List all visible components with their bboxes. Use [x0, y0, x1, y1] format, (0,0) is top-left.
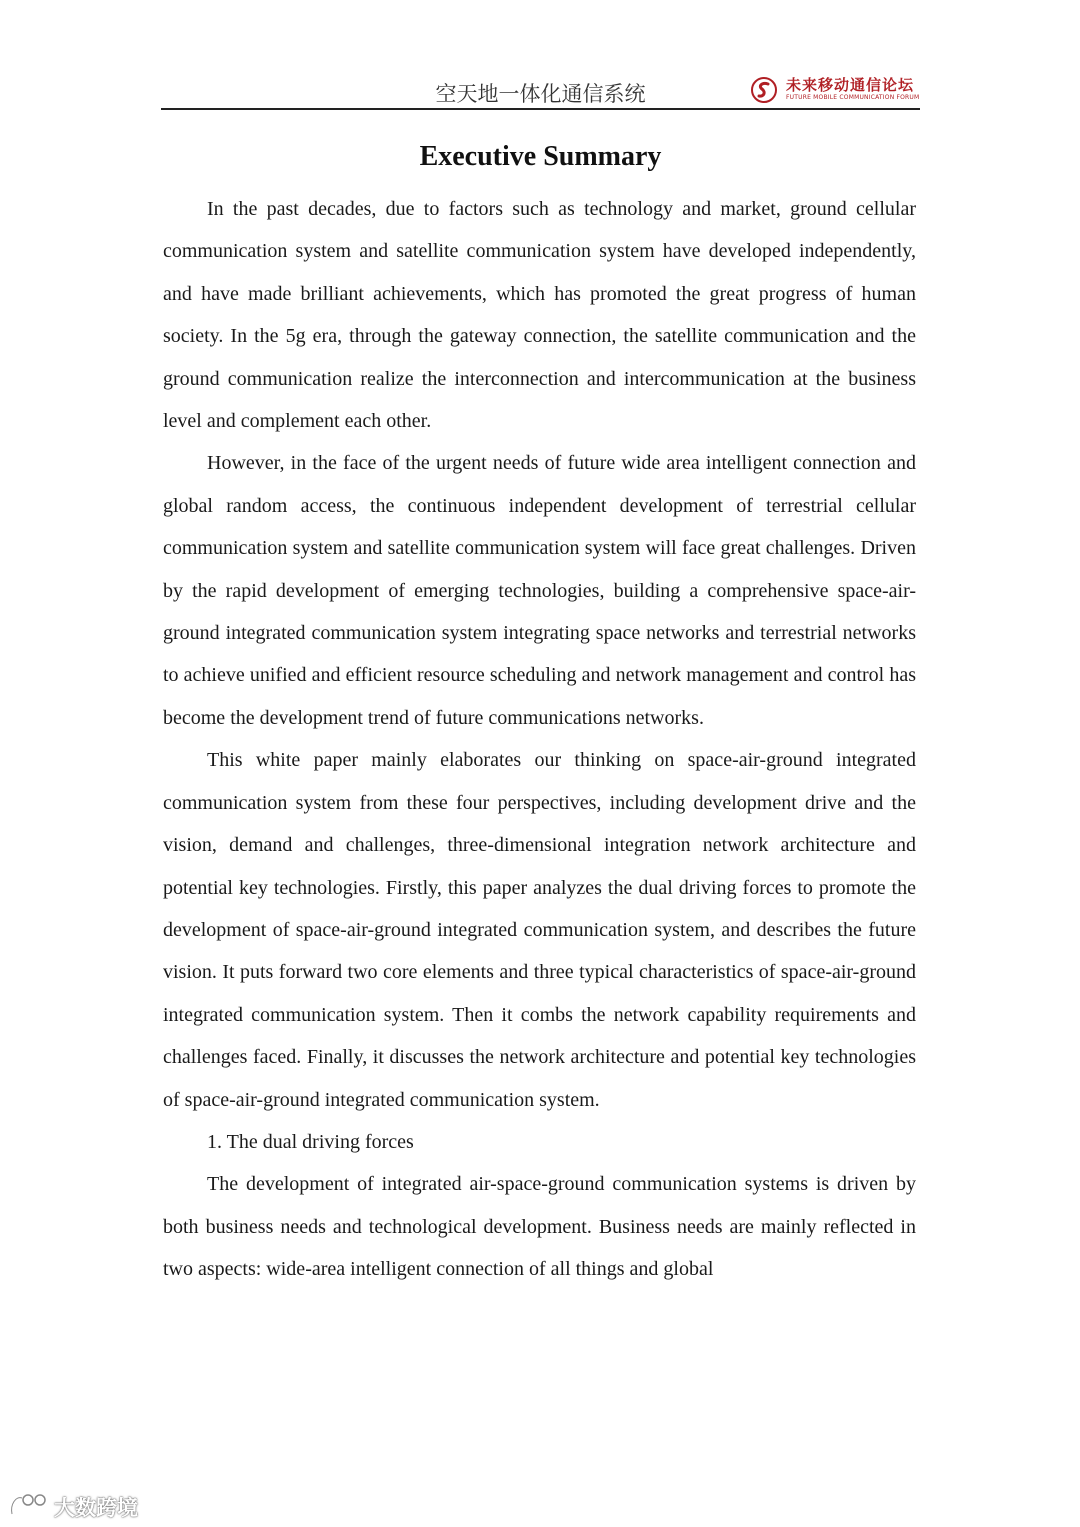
- paragraph-3: This white paper mainly elaborates our thinking on space-air-ground integrated communication system from these four perspectives, including development drive and the vision, demand and challenges, three-dimensional integration network architecture and potential key technologies. Firstly, this paper analyzes the dual driving forces to promote the development of space-air-ground integrated communication system, and describes the future vision. It puts forward two core elements and three typical characteristics of space-air-ground integrated communication system. Then it combs the network capability requirements and challenges faced. Finally, it discusses the network architecture and potential key technologies of space-air-ground integrated communication system.: [163, 749, 916, 1111]
- watermark-logo-icon: [8, 1490, 52, 1520]
- paragraph-2: However, in the face of the urgent needs of future wide area intelligent connection and global random access, the continuous independent development of terrestrial cellular communication system and satellite communication system will face great challenges. Driven by the rapid development of emerging technologies, building a comprehensive space-air-ground integrated communication system integrating space networks and terrestrial networks to achieve unified and efficient resource scheduling and network management and control has become the development trend of future communications networks.: [163, 452, 916, 729]
- paragraph-4: The development of integrated air-space-ground communication systems is driven by both business needs and technological development. Business needs are mainly reflected in two aspects: wide-area intelligent connection of all things and global: [163, 1173, 916, 1281]
- logo-name-en: FUTURE MOBILE COMMUNICATION FORUM: [786, 94, 920, 101]
- forum-logo-icon: [750, 76, 778, 104]
- page-title: Executive Summary: [419, 141, 662, 172]
- header-title: 空天地一体化通信系统: [435, 82, 646, 106]
- page-header: [161, 70, 920, 110]
- section-heading-1: 1. The dual driving forces: [207, 1130, 414, 1153]
- forum-logo: [750, 74, 920, 104]
- watermark-text: 大数跨境: [54, 1496, 138, 1520]
- logo-name-cn: 未来移动通信论坛: [786, 76, 915, 94]
- paragraph-1: In the past decades, due to factors such as technology and market, ground cellular communication system and satellite communication system have developed independently, and have made brilliant achievements, which has promoted the great progress of human society. In the 5g era, through the gateway connection, the satellite communication and the ground communication realize the interconnection and intercommunication at the business level and complement each other.: [163, 198, 916, 433]
- watermark: [8, 1490, 158, 1520]
- document-body: [163, 188, 916, 1291]
